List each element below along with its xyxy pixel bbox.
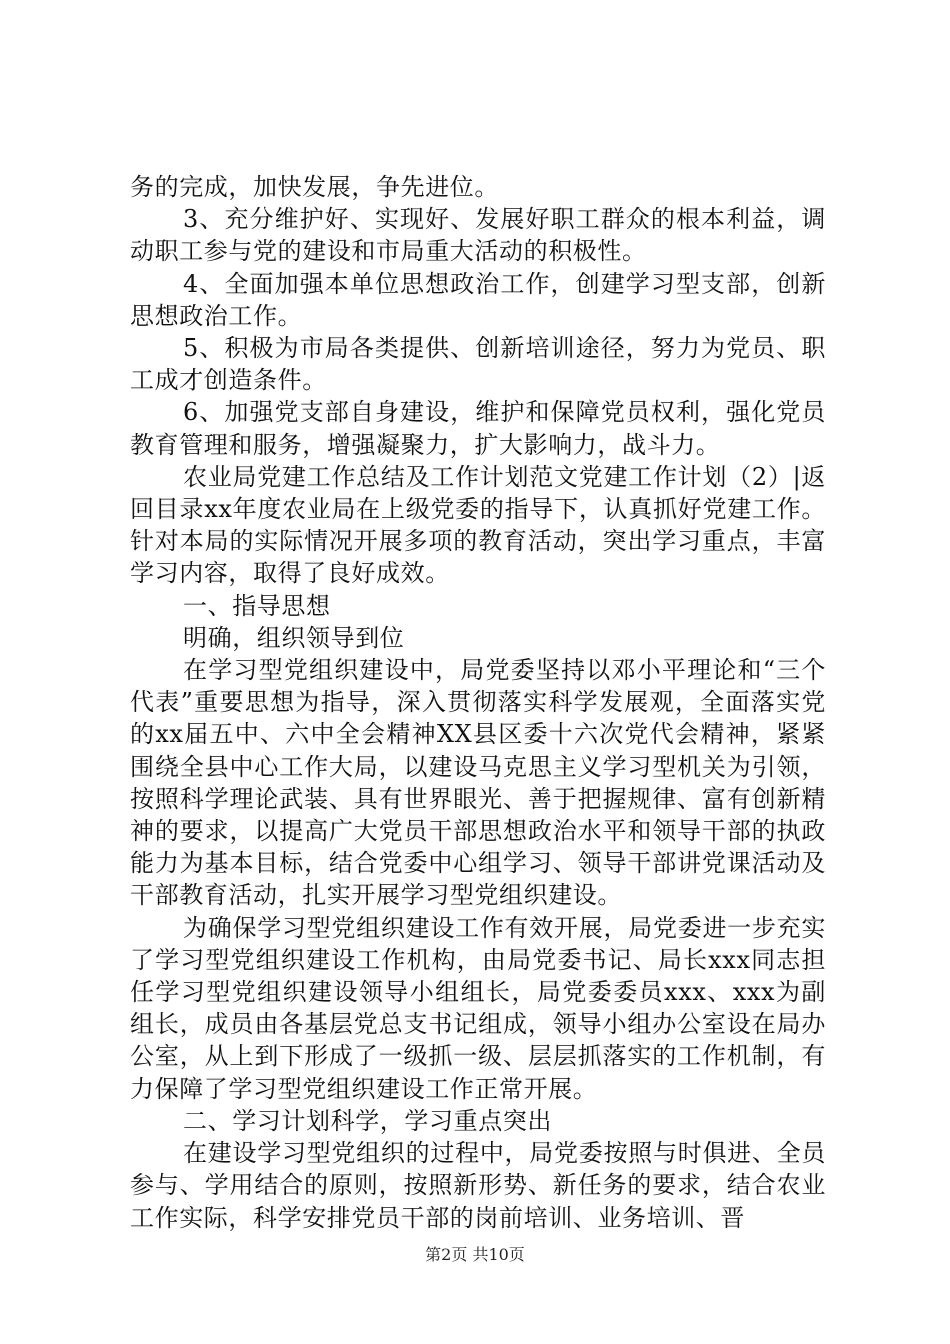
- paragraph-8: 在学习型党组织建设中，局党委坚持以邓小平理论和“三个代表”重要思想为指导，深入贯彻落实科学发展观，全面落实党的xx届五中、六中全会精神XX县区委十六次党代会精神，紧紧围绕全县中心工作大局，以建设马克思主义学习型机关为引领，按照科学理论武装、具有世界眼光、善于把握规律、富有创新精神的要求，以提高广大党员干部思想政治水平和领导干部的执政能力为基本目标，结合党委中心组学习、领导干部讲党课活动及干部教育活动，扎实开展学习型党组织建设。: [130, 656, 826, 910]
- paragraph-7: 明确，组织领导到位: [183, 623, 405, 652]
- paragraph-5: 6、加强党支部自身建设，维护和保障党员权利，强化党员教育管理和服务，增强凝聚力，扩大影响力，战斗力。: [130, 398, 826, 459]
- paragraph-3: 4、全面加强本单位思想政治工作，创建学习型支部，创新思想政治工作。: [130, 269, 826, 330]
- section-heading-1: 一、指导思想: [183, 591, 331, 620]
- paragraph-9: 为确保学习型党组织建设工作有效开展，局党委进一步充实了学习型党组织建设工作机构，由局党委书记、局长xxx同志担任学习型党组织建设领导小组组长，局党委委员xxx、xxx为副组长，成员由各基层党总支书记组成，领导小组办公室设在局办公室，从上到下形成了一级抓一级、层层抓落实的工作机制，有力保障了学习型党组织建设工作正常开展。: [130, 913, 826, 1103]
- page-number-footer: 第2页 共10页: [425, 1245, 525, 1264]
- paragraph-2: 3、充分维护好、实现好、发展好职工群众的根本利益，调动职工参与党的建设和市局重大活动的积极性。: [130, 205, 826, 266]
- paragraph-6: 农业局党建工作总结及工作计划范文党建工作计划（2）|返回目录xx年度农业局在上级党委的指导下，认真抓好党建工作。针对本局的实际情况开展多项的教育活动，突出学习重点，丰富学习内容，取得了良好成效。: [130, 462, 826, 588]
- paragraph-1: 务的完成，加快发展，争先进位。: [130, 173, 499, 201]
- section-heading-2: 二、学习计划科学，学习重点突出: [183, 1106, 552, 1135]
- document-body: [130, 171, 826, 1234]
- paragraph-4: 5、积极为市局各类提供、创新培训途径，努力为党员、职工成才创造条件。: [130, 334, 826, 395]
- paragraph-10: 在建设学习型党组织的过程中，局党委按照与时俱进、全员参与、学用结合的原则，按照新形势、新任务的要求，结合农业工作实际，科学安排党员干部的岗前培训、业务培训、晋: [130, 1139, 826, 1232]
